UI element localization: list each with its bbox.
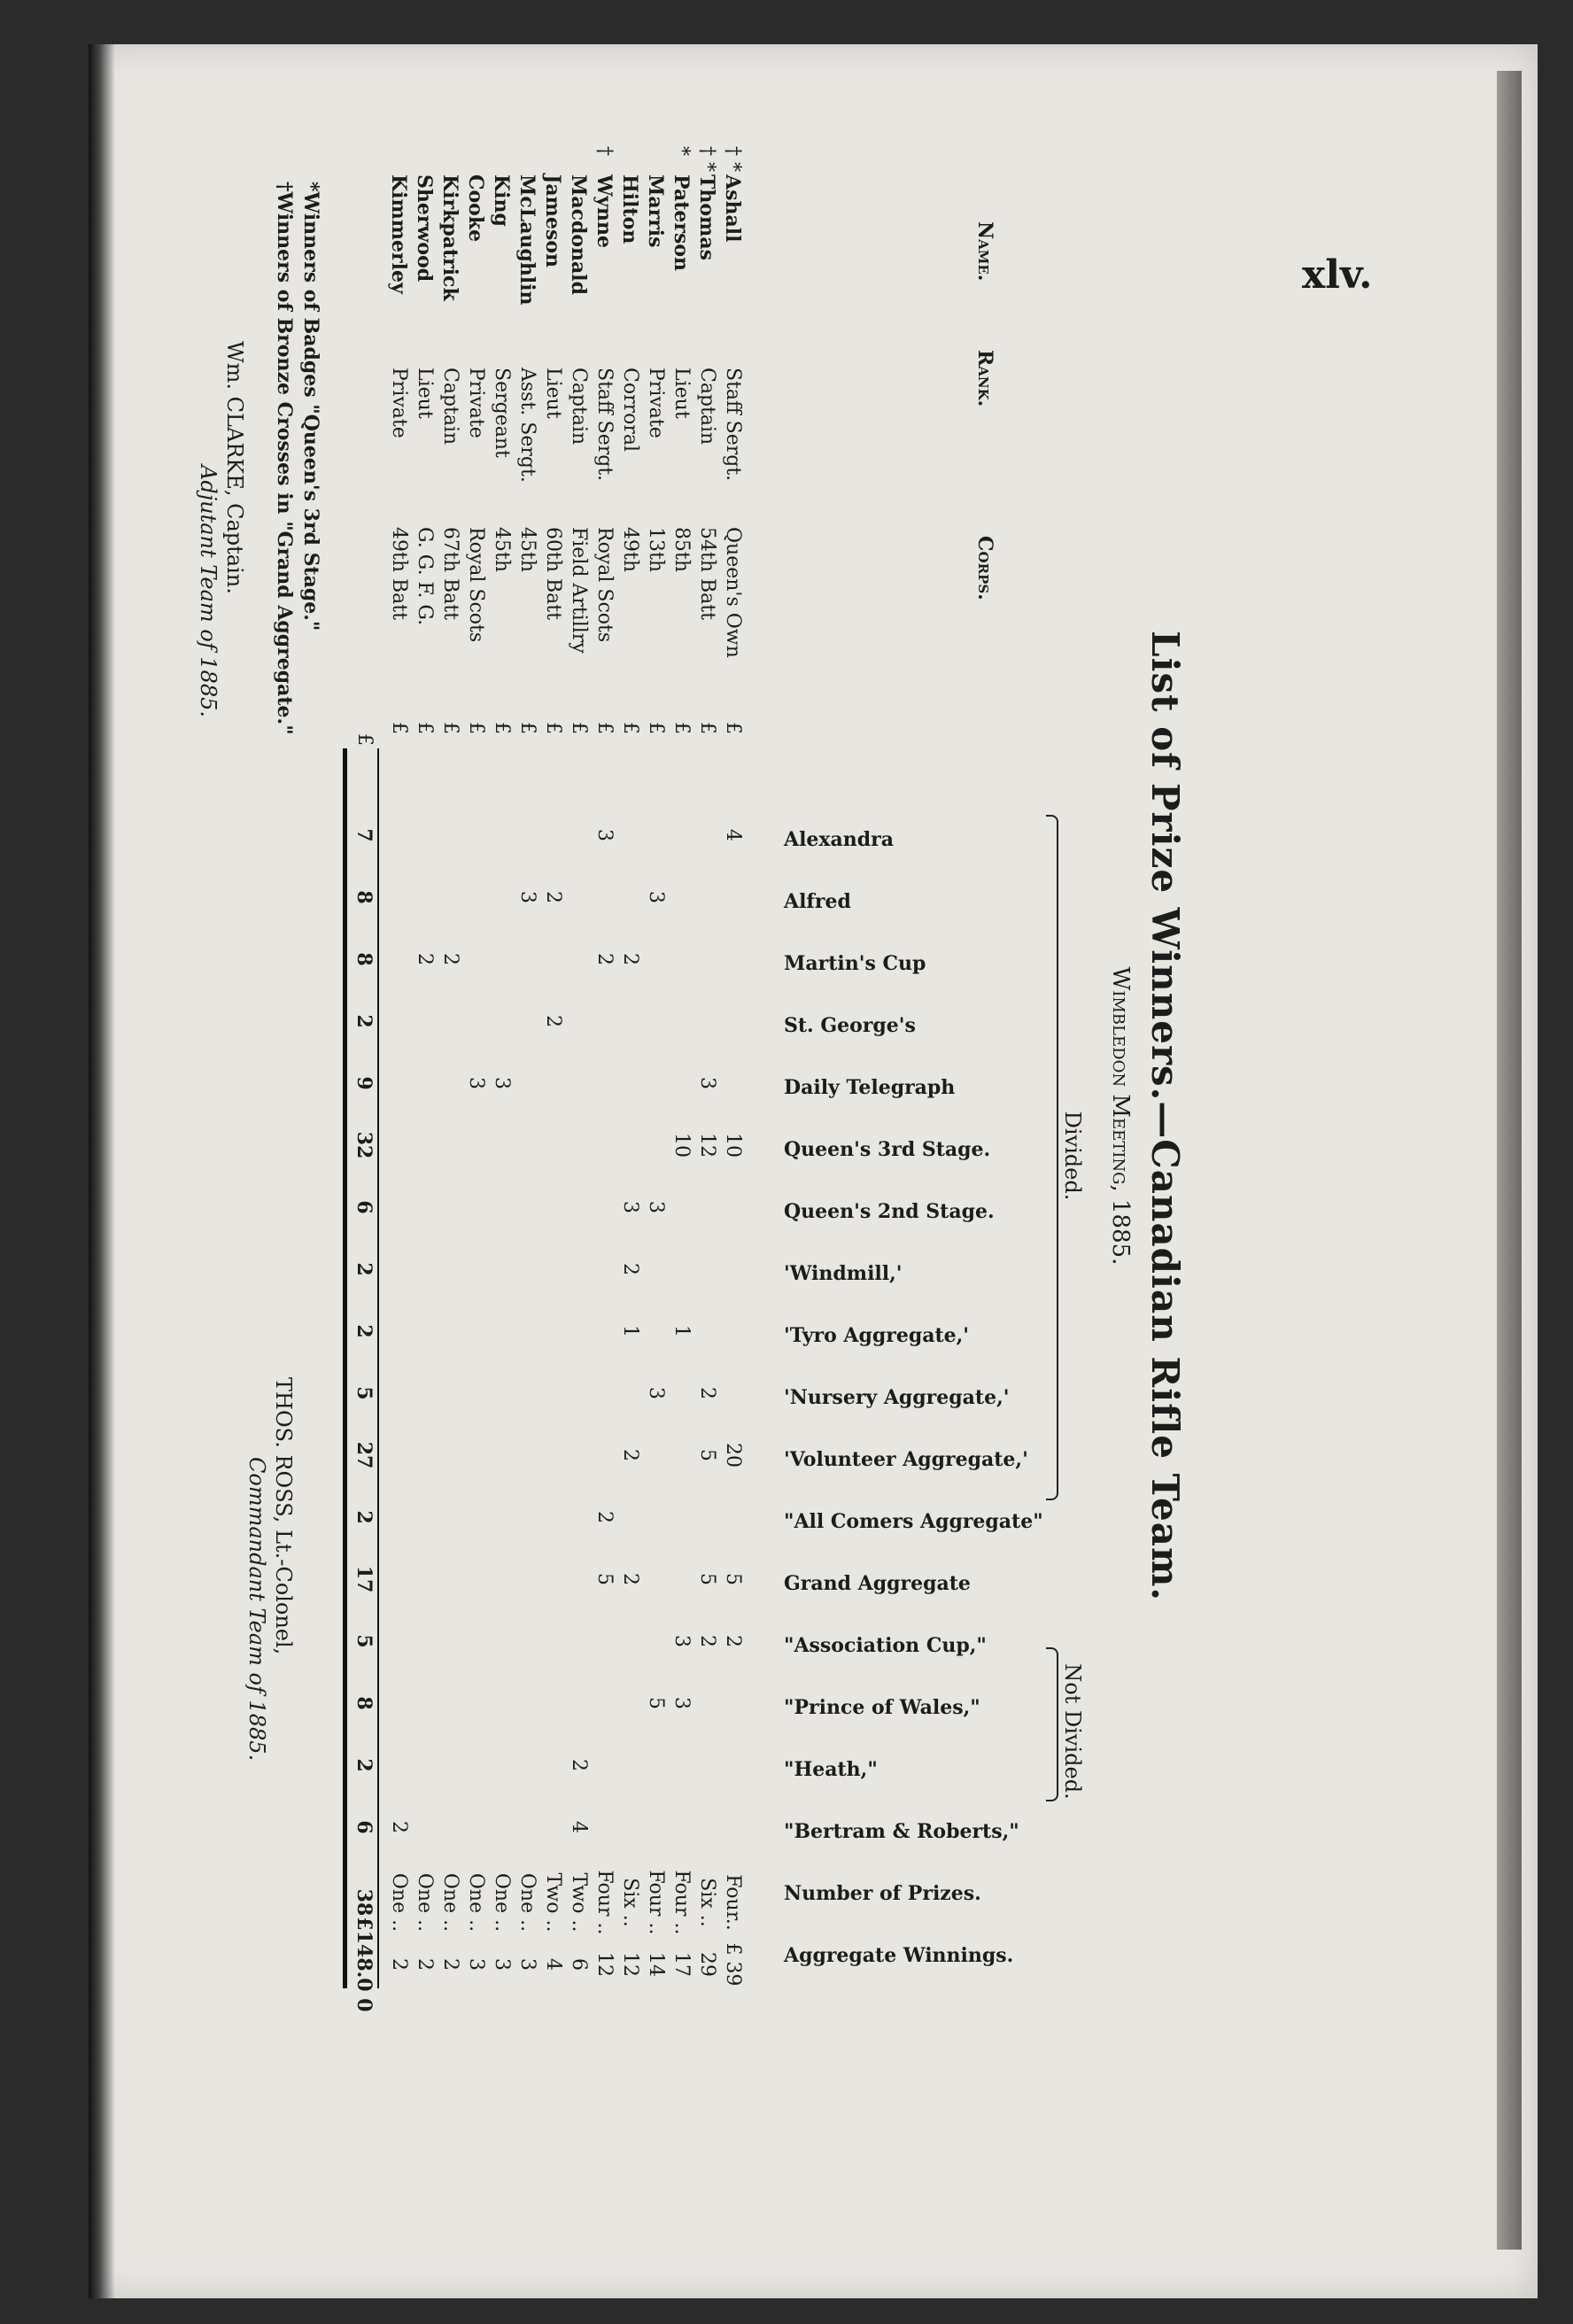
column-header: 'Tyro Aggregate,': [784, 1324, 970, 1347]
table-cell: 2: [593, 953, 616, 965]
totals-cell: 8: [353, 890, 376, 904]
table-row: [617, 146, 641, 802]
table-cell: 3: [465, 1958, 487, 1971]
row-name: King: [490, 174, 513, 227]
row-corps: 60th Batt: [542, 527, 564, 620]
row-name: Marris: [644, 174, 667, 248]
table-cell: 2: [696, 1635, 718, 1647]
table-cell: Two ..: [568, 1872, 590, 1933]
table-cell: 14: [645, 1952, 667, 1977]
row-name: Kimmerley: [387, 174, 410, 294]
table-cell: One ..: [516, 1872, 539, 1933]
totals-cell: 2: [353, 1510, 376, 1524]
row-corps: 54th Batt: [696, 527, 718, 620]
row-rank: Private: [465, 368, 487, 438]
column-header: Alexandra: [784, 828, 895, 851]
header-name: Name.: [973, 221, 996, 282]
row-name: Macdonald: [567, 174, 590, 296]
table-cell: 4: [722, 829, 744, 841]
column-header: Martin's Cup: [784, 952, 926, 975]
totals-cell: 6: [353, 1820, 376, 1834]
row-corps: 49th: [619, 527, 641, 573]
table-cell: 20: [722, 1443, 744, 1468]
rotated-table-content: [66, 75, 1351, 2157]
table-row: [694, 146, 718, 802]
row-rank: Lieut: [670, 368, 693, 419]
row-rank: Lieut: [414, 368, 436, 419]
table-cell: 2: [593, 1511, 616, 1523]
table-inner: [66, 75, 1351, 2157]
page-edge: [1497, 71, 1522, 2250]
table-cell: 6: [568, 1958, 590, 1971]
totals-cell: 8: [353, 1696, 376, 1710]
totals-cell: 38: [353, 1888, 376, 1917]
table-cell: 1: [619, 1325, 641, 1337]
table-cell: 2: [439, 1958, 461, 1971]
page-number: xlv.: [1302, 252, 1373, 298]
column-header: Queen's 2nd Stage.: [784, 1200, 995, 1223]
table-cell: 29: [696, 1952, 718, 1977]
column-header: 'Windmill,': [784, 1262, 903, 1285]
row-currency: £: [645, 722, 667, 734]
table-cell: 3: [619, 1201, 641, 1213]
table-cell: 2: [696, 1387, 718, 1399]
table-cell: 2: [619, 1263, 641, 1275]
table-cell: Four ..: [645, 1870, 667, 1935]
row-name: Wynne: [593, 174, 616, 248]
divided-brace: [1046, 815, 1058, 1500]
table-cell: One ..: [439, 1872, 461, 1933]
table-cell: 2: [414, 1958, 436, 1971]
row-currency: £: [619, 722, 641, 734]
table-row: [643, 146, 667, 802]
row-rank: Asst. Sergt.: [516, 368, 539, 483]
row-name: Jameson: [541, 174, 564, 267]
table-row: [489, 146, 513, 802]
table-cell: 3: [593, 829, 616, 841]
table-cell: 2: [722, 1635, 744, 1647]
table-cell: Six ..: [619, 1878, 641, 1927]
table-cell: 1: [670, 1325, 693, 1337]
row-corps: 45th: [516, 527, 539, 573]
row-name: Sherwood: [413, 174, 436, 283]
page-title: List of Prize Winners.—Canadian Rifle Team.: [1143, 630, 1187, 1602]
page-subtitle: Wimbledon Meeting, 1885.: [1107, 966, 1134, 1266]
table-cell: 10: [722, 1133, 744, 1158]
divided-label: Divided.: [1060, 1111, 1085, 1201]
row-currency: £: [722, 722, 744, 734]
column-header: "Prince of Wales,": [784, 1696, 980, 1719]
column-header: St. George's: [784, 1014, 916, 1037]
table-cell: 3: [670, 1697, 693, 1709]
footnote: †Winners of Bronze Crosses in "Grand Aggregate.": [273, 182, 296, 735]
table-row: [386, 146, 410, 802]
header-corps: Corps.: [973, 536, 996, 600]
table-cell: 2: [619, 953, 641, 965]
totals-cell: 2: [353, 1262, 376, 1276]
table-cell: One ..: [465, 1872, 487, 1933]
table-cell: 3: [516, 891, 539, 903]
table-cell: 3: [491, 1077, 513, 1089]
totals-cell: 9: [353, 1076, 376, 1090]
signature-right-title: Commandant Team of 1885.: [244, 1457, 269, 1762]
row-name: Hilton: [618, 174, 641, 244]
table-row: [566, 146, 590, 802]
totals-cell: 2: [353, 1014, 376, 1028]
header-rank: Rank.: [973, 350, 996, 407]
column-header: Alfred: [784, 890, 851, 913]
table-cell: 4: [542, 1958, 564, 1971]
row-mark: † *: [722, 146, 744, 172]
row-name: Ashall: [721, 174, 744, 243]
row-corps: 67th Batt: [439, 527, 461, 620]
table-row: [412, 146, 436, 802]
totals-currency: £: [353, 733, 376, 746]
column-header: "All Comers Aggregate": [784, 1510, 1043, 1533]
table-cell: 2: [388, 1958, 410, 1971]
table-cell: 3: [491, 1958, 513, 1971]
totals-cell: 5: [353, 1634, 376, 1648]
table-cell: 2: [542, 891, 564, 903]
table-row: [720, 146, 744, 802]
table-row: [540, 146, 564, 802]
table-cell: 2: [388, 1821, 410, 1833]
row-rank: Captain: [568, 368, 590, 445]
row-corps: Royal Scots: [465, 527, 487, 643]
row-currency: £: [439, 722, 461, 734]
table-cell: 10: [670, 1133, 693, 1158]
table-cell: Four ..: [670, 1870, 693, 1935]
column-header: "Bertram & Roberts,": [784, 1820, 1019, 1843]
table-cell: 2: [542, 1015, 564, 1027]
row-currency: £: [388, 722, 410, 734]
table-cell: Four ..: [593, 1870, 616, 1935]
row-corps: Field Artillry: [568, 527, 590, 654]
row-currency: £: [593, 722, 616, 734]
table-cell: One ..: [388, 1872, 410, 1933]
not-divided-brace: [1046, 1647, 1058, 1801]
signature-left-title: Adjutant Team of 1885.: [196, 465, 221, 717]
table-cell: 5: [696, 1449, 718, 1461]
row-currency: £: [568, 722, 590, 734]
table-cell: £ 39: [722, 1942, 744, 1987]
table-cell: 12: [619, 1952, 641, 1977]
row-rank: Private: [645, 368, 667, 438]
row-currency: £: [414, 722, 436, 734]
table-cell: 3: [645, 1387, 667, 1399]
totals-cell: 32: [353, 1131, 376, 1159]
double-rule: [343, 748, 347, 1988]
column-header: Daily Telegraph: [784, 1076, 956, 1099]
column-header: 'Nursery Aggregate,': [784, 1386, 1010, 1409]
table-cell: 12: [593, 1952, 616, 1977]
table-cell: 17: [670, 1952, 693, 1977]
table-cell: 5: [696, 1573, 718, 1585]
row-rank: Lieut: [542, 368, 564, 419]
table-row: [669, 146, 693, 802]
row-rank: Captain: [696, 368, 718, 445]
row-rank: Private: [388, 368, 410, 438]
totals-cell: 2: [353, 1758, 376, 1772]
column-header: Queen's 3rd Stage.: [784, 1138, 991, 1161]
table-cell: 2: [568, 1759, 590, 1771]
table-cell: 2: [414, 953, 436, 965]
row-name: Paterson: [670, 174, 693, 272]
column-header: "Heath,": [784, 1758, 878, 1781]
table-cell: Two ..: [542, 1872, 564, 1933]
table-cell: 3: [696, 1077, 718, 1089]
totals-cell: 6: [353, 1200, 376, 1214]
table-cell: 12: [696, 1133, 718, 1158]
row-mark: *: [670, 146, 693, 156]
footnote: *Winners of Badges "Queen's 3rd Stage.": [299, 182, 322, 631]
totals-cell: 8: [353, 952, 376, 966]
row-currency: £: [696, 722, 718, 734]
row-corps: Queen's Own: [722, 527, 744, 658]
totals-cell: 7: [353, 828, 376, 842]
row-currency: £: [542, 722, 564, 734]
signature-left-name: Wm. CLARKE, Captain.: [222, 341, 247, 594]
table-cell: 3: [645, 1201, 667, 1213]
totals-cell: 27: [353, 1441, 376, 1469]
totals-cell: 2: [353, 1324, 376, 1338]
row-corps: G. G. F. G.: [414, 527, 436, 626]
column-header: 'Volunteer Aggregate,': [784, 1448, 1028, 1471]
table-cell: 2: [439, 953, 461, 965]
row-mark: †: [593, 146, 616, 156]
totals-cell: 5: [353, 1386, 376, 1400]
row-name: Thomas: [695, 174, 718, 260]
row-currency: £: [465, 722, 487, 734]
table-cell: 2: [619, 1449, 641, 1461]
row-name: Cooke: [464, 174, 487, 243]
row-corps: Royal Scots: [593, 527, 616, 643]
row-rank: Corroral: [619, 368, 641, 453]
table-row: [592, 146, 616, 802]
table-cell: 5: [722, 1573, 744, 1585]
table-cell: 3: [645, 891, 667, 903]
row-corps: 45th: [491, 527, 513, 573]
table-row: [463, 146, 487, 802]
row-rank: Captain: [439, 368, 461, 445]
table-cell: 3: [465, 1077, 487, 1089]
row-currency: £: [516, 722, 539, 734]
totals-cell: 17: [353, 1565, 376, 1593]
table-cell: One ..: [414, 1872, 436, 1933]
column-header: "Association Cup,": [784, 1634, 987, 1657]
row-currency: £: [670, 722, 693, 734]
row-rank: Staff Sergt.: [593, 368, 616, 482]
totals-rule: [377, 748, 379, 1988]
table-cell: 5: [645, 1697, 667, 1709]
row-rank: Staff Sergt.: [722, 368, 744, 482]
row-corps: 49th Batt: [388, 527, 410, 620]
signature-right-name: THOS. ROSS, Lt.-Colonel,: [271, 1377, 296, 1655]
table-cell: 5: [593, 1573, 616, 1585]
table-cell: One ..: [491, 1872, 513, 1933]
row-corps: 13th: [645, 527, 667, 573]
column-header: Aggregate Winnings.: [784, 1944, 1014, 1967]
row-corps: 85th: [670, 527, 693, 573]
row-name: McLaughlin: [515, 174, 539, 306]
table-cell: 2: [619, 1573, 641, 1585]
table-row: [515, 146, 539, 802]
not-divided-label: Not Divided.: [1060, 1663, 1085, 1800]
row-mark: † *: [696, 146, 718, 172]
table-cell: Four..: [722, 1874, 744, 1931]
table-cell: Six ..: [696, 1878, 718, 1927]
row-currency: £: [491, 722, 513, 734]
table-cell: 3: [516, 1958, 539, 1971]
column-header: Grand Aggregate: [784, 1572, 971, 1595]
column-header: Number of Prizes.: [784, 1882, 981, 1905]
totals-cell: £148.0 0: [353, 1917, 376, 2012]
table-row: [438, 146, 461, 802]
row-name: Kirkpatrick: [438, 174, 461, 301]
table-cell: 3: [670, 1635, 693, 1647]
row-rank: Sergeant: [491, 368, 513, 458]
table-cell: 4: [568, 1821, 590, 1833]
